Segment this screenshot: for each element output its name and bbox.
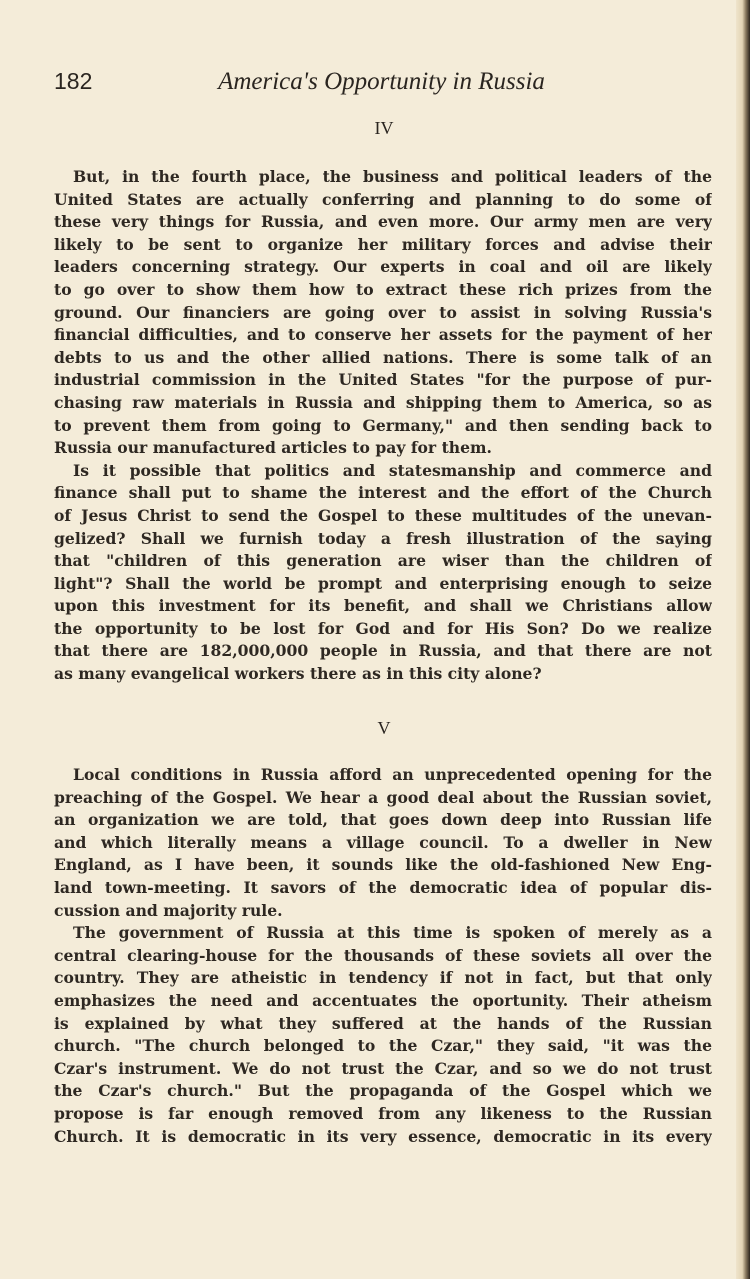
text-line: Local conditions in Russia afford an unprecedented opening for the (73, 765, 712, 784)
text-line: that there are 182,000,000 people in Russia, and that there are not (54, 641, 712, 661)
section-heading-v: V (377, 718, 391, 738)
text-line: The government of Russia at this time is spoken of merely as a (73, 923, 712, 943)
text-line: country. They are atheistic in tendency if not in fact, but that only (54, 968, 712, 988)
text-line: chasing raw materials in Russia and shipping them to America, so as (54, 392, 712, 412)
text-line: central clearing-house for the thousands of these soviets all over the (54, 945, 712, 965)
text-line: the Czar's church." But the propaganda of the Gospel which we (54, 1081, 712, 1101)
text-line: likely to be sent to organize her military forces and advise their (54, 234, 712, 254)
text-line: financial difficulties, and to conserve her assets for the payment of her (54, 325, 712, 345)
text-line: that "children of this generation are wiser than the children of (54, 551, 712, 571)
text-line: propose is far enough removed from any likeness to the Russian (54, 1103, 712, 1123)
text-line: ground. Our financiers are going over to assist in solving Russia's (54, 302, 712, 322)
page-header (54, 68, 714, 104)
text-line: is explained by what they suffered at the hands of the Russian (54, 1013, 712, 1033)
text-line: of Jesus Christ to send the Gospel to these multitudes of the unevan- (54, 505, 712, 525)
text-line: But, in the fourth place, the business and political leaders of the (73, 167, 712, 186)
text-line: an organization we are told, that goes down deep into Russian life (54, 810, 712, 830)
text-line: these very things for Russia, and even more. Our army men are very (54, 212, 712, 232)
text-line: Church. It is democratic in its very essence, democratic in its every (54, 1126, 712, 1146)
text-line: debts to us and the other allied nations. There is some talk of an (54, 347, 712, 367)
text-line: preaching of the Gospel. We hear a good deal about the Russian soviet, (54, 787, 712, 807)
text-line: United States are actually conferring and planning to do some of (54, 189, 712, 209)
text-line: leaders concerning strategy. Our experts in coal and oil are likely (54, 257, 712, 277)
text-line: cussion and majority rule. (54, 900, 283, 920)
text-line: church. "The church belonged to the Czar," they said, "it was the (54, 1036, 712, 1056)
text-line: land town-meeting. It savors of the democratic idea of popular dis- (54, 877, 712, 897)
text-line: Czar's instrument. We do not trust the Czar, and so we do not trust (54, 1058, 712, 1078)
text-line: Russia our manufactured articles to pay for them. (54, 438, 492, 458)
text-line: light"? Shall the world be prompt and enterprising enough to seize (54, 573, 712, 593)
text-line: industrial commission in the United States "for the purpose of pur- (54, 370, 712, 390)
page-number: 182 (54, 68, 93, 94)
text-line: Is it possible that politics and statesmanship and commerce and (73, 460, 712, 480)
text-line: to go over to show them how to extract these rich prizes from the (54, 279, 712, 299)
section-v-body (54, 764, 712, 1148)
text-line: emphasizes the need and accentuates the oportunity. Their atheism (54, 990, 712, 1010)
text-line: upon this investment for its benefit, and shall we Christians allow (54, 596, 712, 616)
text-line: as many evangelical workers there as in this city alone? (54, 664, 542, 684)
section-heading-iv: IV (374, 118, 394, 138)
section-iv-body (54, 166, 712, 686)
text-line: and which literally means a village council. To a dweller in New (54, 832, 712, 852)
running-title: America's Opportunity in Russia (218, 68, 545, 95)
text-line: England, as I have been, it sounds like the old-fashioned New Eng- (54, 855, 712, 875)
text-line: the opportunity to be lost for God and for His Son? Do we realize (54, 618, 712, 638)
text-line: finance shall put to shame the interest and the effort of the Church (54, 483, 712, 503)
page-binding-edge (736, 0, 750, 1279)
text-line: to prevent them from going to Germany," and then sending back to (54, 415, 712, 435)
text-line: gelized? Shall we furnish today a fresh illustration of the saying (54, 528, 712, 548)
